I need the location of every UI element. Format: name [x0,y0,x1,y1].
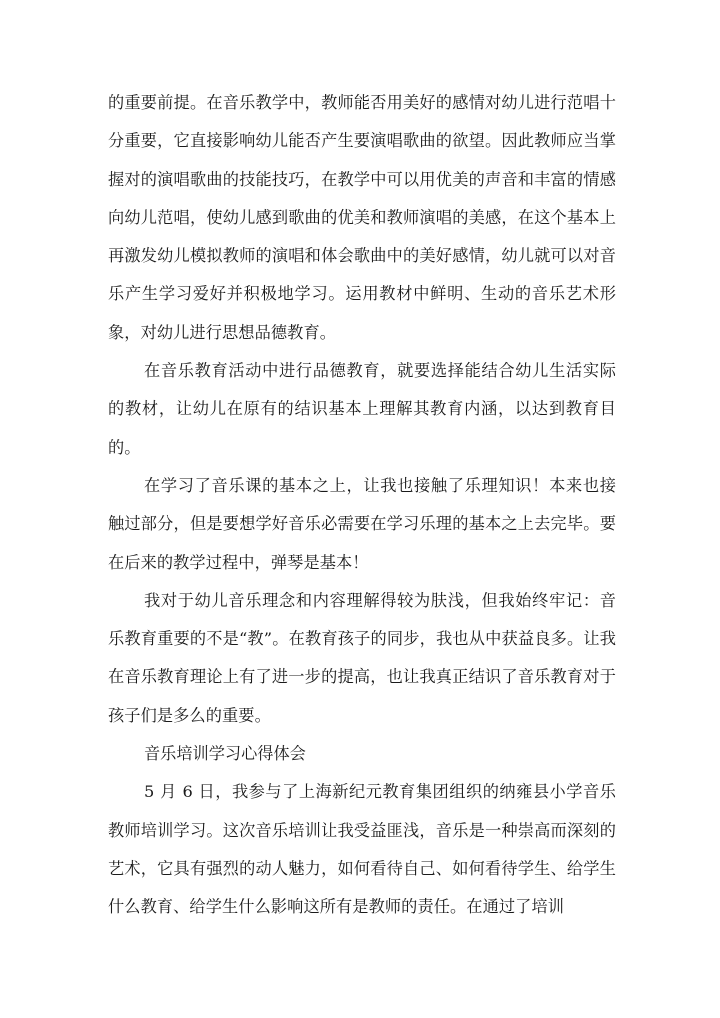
paragraph-2: 在音乐教育活动中进行品德教育，就要选择能结合幼儿生活实际的教材，让幼儿在原有的结识基本上理解其教育内涵，以达到教育目的。 [108,361,616,457]
paragraph-4: 我对于幼儿音乐理念和内容理解得较为肤浅，但我始终牢记：音乐教育重要的不是“教”。在教育孩子的同步，我也从中获益良多。让我在音乐教育理论上有了进一步的提高，也让我真正结识了音乐教育对于孩子们是多么的重要。 [108,590,616,725]
paragraph-5: 5 月 6 日，我参与了上海新纪元教育集团组织的纳雍县小学音乐教师培训学习。这次音乐培训让我受益匪浅，音乐是一种崇高而深刻的艺术，它具有强烈的动人魅力，如何看待自己、如何看待学生、给学生什么教育、给学生什么影响这所有是教师的责任。在通过了培训 [108,782,616,917]
paragraph-3: 在学习了音乐课的基本之上，让我也接触了乐理知识！本来也接触过部分，但是要想学好音乐必需要在学习乐理的基本之上去完毕。要在后来的教学过程中，弹琴是基本！ [108,475,616,572]
document-body [108,84,616,927]
section-heading: 音乐培训学习心得体会 [144,744,306,764]
paragraph-1: 的重要前提。在音乐教学中，教师能否用美好的感情对幼儿进行范唱十分重要，它直接影响幼儿能否产生要演唱歌曲的欲望。因此教师应当掌握对的演唱歌曲的技能技巧，在教学中可以用优美的声音和丰富的情感向幼儿范唱，使幼儿感到歌曲的优美和教师演唱的美感，在这个基本上再激发幼儿模拟教师的演唱和体会歌曲中的美好感情，幼儿就可以对音乐产生学习爱好并积极地学习。运用教材中鲜明、生动的音乐艺术形象，对幼儿进行思想品德教育。 [108,93,616,342]
